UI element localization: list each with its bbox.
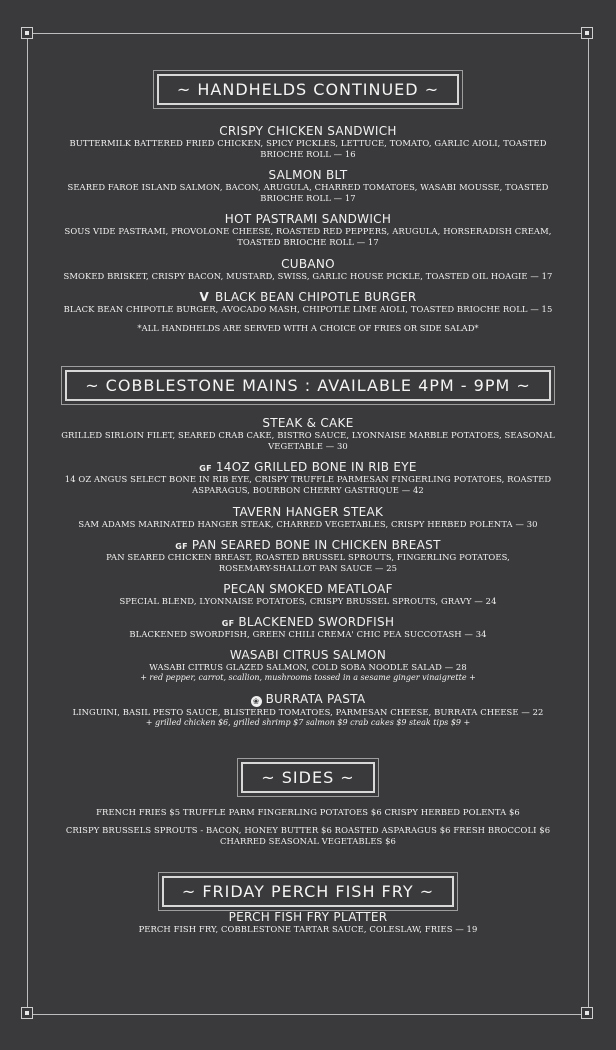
sides-line: FRENCH FRIES $5 TRUFFLE PARM FINGERLING POTATOES $6 CRISPY HERBED POLENTA $6 xyxy=(96,807,520,817)
menu-item xyxy=(0,582,616,607)
menu-item xyxy=(0,124,616,160)
item-name: BLACK BEAN CHIPOTLE BURGER xyxy=(215,290,417,304)
menu-item xyxy=(0,615,616,640)
item-name: CUBANO xyxy=(281,257,335,271)
item-name: WASABI CITRUS SALMON xyxy=(229,648,387,662)
menu-item xyxy=(0,168,616,204)
handhelds-note: *ALL HANDHELDS ARE SERVED WITH A CHOICE OF FRIES OR SIDE SALAD* xyxy=(137,323,479,333)
item-name-row xyxy=(0,538,616,552)
item-extra: + grilled chicken $6, grilled shrimp $7 salmon $9 crab cakes $9 steak tips $9 + xyxy=(145,718,471,727)
item-name: PECAN SMOKED MEATLOAF xyxy=(223,582,393,596)
item-name: PAN SEARED BONE IN CHICKEN BREAST xyxy=(191,538,441,552)
section-heading: ~ SIDES ~ xyxy=(241,762,374,793)
item-desc: SMOKED BRISKET, CRISPY BACON, MUSTARD, SWISS, GARLIC HOUSE PICKLE, TOASTED OIL HOAGIE — 17 xyxy=(63,271,553,281)
section-heading: ~ HANDHELDS CONTINUED ~ xyxy=(157,74,459,105)
menu-item xyxy=(0,416,616,452)
item-desc: GRILLED SIRLOIN FILET, SEARED CRAB CAKE, BISTRO SAUCE, LYONNAISE MARBLE POTATOES, SEASONAL xyxy=(61,430,555,440)
item-desc: ROSEMARY-SHALLOT PAN SAUCE — 25 xyxy=(218,563,398,573)
menu-item xyxy=(0,460,616,496)
item-desc: TOASTED BRIOCHE ROLL — 17 xyxy=(237,237,379,247)
item-desc: VEGETABLE — 30 xyxy=(268,441,348,451)
fishfry-banner xyxy=(0,876,616,907)
sides-line: CHARRED SEASONAL VEGETABLES $6 xyxy=(220,836,396,846)
menu-item xyxy=(0,290,616,315)
corner-ornament-top-right xyxy=(581,27,593,39)
item-desc: WASABI CITRUS GLAZED SALMON, COLD SOBA NOODLE SALAD — 28 xyxy=(149,662,467,672)
corner-ornament-bottom-right xyxy=(581,1007,593,1019)
gluten-free-badge: GF xyxy=(221,619,235,628)
item-extra: + red pepper, carrot, scallion, mushrooms tossed in a sesame ginger vinaigrette + xyxy=(140,673,476,682)
menu-item xyxy=(0,692,616,727)
item-name-row xyxy=(0,692,616,707)
sides-line: CRISPY BRUSSELS SPROUTS - BACON, HONEY BUTTER $6 ROASTED ASPARAGUS $6 FRESH BROCCOLI $6 xyxy=(65,825,551,835)
menu-item xyxy=(0,538,616,574)
corner-ornament-bottom-left xyxy=(21,1007,33,1019)
item-name-row xyxy=(0,460,616,474)
section-heading: ~ COBBLESTONE MAINS : AVAILABLE 4PM - 9PM ~ xyxy=(65,370,551,401)
menu-item xyxy=(0,257,616,282)
item-name-row xyxy=(0,290,616,304)
section-heading: ~ FRIDAY PERCH FISH FRY ~ xyxy=(162,876,454,907)
item-desc: BLACK BEAN CHIPOTLE BURGER, AVOCADO MASH, CHIPOTLE LIME AIOLI, TOASTED BRIOCHE ROLL — 15 xyxy=(63,304,553,314)
item-name: BLACKENED SWORDFISH xyxy=(238,615,395,629)
gluten-free-badge: GF xyxy=(199,464,212,473)
mains-banner xyxy=(0,370,616,401)
item-desc: SAM ADAMS MARINATED HANGER STEAK, CHARRED VEGETABLES, CRISPY HERBED POLENTA — 30 xyxy=(78,519,538,529)
menu-item xyxy=(0,910,616,935)
item-desc: BUTTERMILK BATTERED FRIED CHICKEN, SPICY PICKLES, LETTUCE, TOMATO, GARLIC AIOLI, TOASTED xyxy=(69,138,547,148)
menu-item xyxy=(0,212,616,248)
item-desc: SPECIAL BLEND, LYONNAISE POTATOES, CRISPY BRUSSEL SPROUTS, GRAVY — 24 xyxy=(119,596,497,606)
item-name: CRISPY CHICKEN SANDWICH xyxy=(219,124,397,138)
menu-item xyxy=(0,648,616,682)
vegetarian-badge: V xyxy=(199,290,210,304)
item-desc: SOUS VIDE PASTRAMI, PROVOLONE CHEESE, ROASTED RED PEPPERS, ARUGULA, HORSERADISH CREAM, xyxy=(64,226,552,236)
item-name: 14OZ GRILLED BONE IN RIB EYE xyxy=(215,460,417,474)
item-name: BURRATA PASTA xyxy=(265,692,366,706)
handhelds-banner xyxy=(0,74,616,105)
item-desc: 14 OZ ANGUS SELECT BONE IN RIB EYE, CRISPY TRUFFLE PARMESAN FINGERLING POTATOES, ROASTED xyxy=(64,474,552,484)
sides-banner xyxy=(0,762,616,793)
item-desc: ASPARAGUS, BOURBON CHERRY GASTRIQUE — 42 xyxy=(192,485,424,495)
item-name: HOT PASTRAMI SANDWICH xyxy=(224,212,392,226)
item-name-row xyxy=(0,615,616,629)
item-desc: BRIOCHE ROLL — 17 xyxy=(260,193,356,203)
item-name: STEAK & CAKE xyxy=(262,416,354,430)
vegan-leaf-icon: ❀ xyxy=(252,697,260,706)
item-desc: BRIOCHE ROLL — 16 xyxy=(260,149,356,159)
item-desc: PERCH FISH FRY, COBBLESTONE TARTAR SAUCE, COLESLAW, FRIES — 19 xyxy=(138,924,478,934)
item-desc: PAN SEARED CHICKEN BREAST, ROASTED BRUSSEL SPROUTS, FINGERLING POTATOES, xyxy=(106,552,510,562)
item-desc: BLACKENED SWORDFISH, GREEN CHILI CREMA' CHIC PEA SUCCOTASH — 34 xyxy=(129,629,487,639)
gluten-free-badge: GF xyxy=(175,542,188,551)
item-desc: SEARED FAROE ISLAND SALMON, BACON, ARUGULA, CHARRED TOMATOES, WASABI MOUSSE, TOASTED xyxy=(67,182,549,192)
corner-ornament-top-left xyxy=(21,27,33,39)
item-desc: LINGUINI, BASIL PESTO SAUCE, BLISTERED TOMATOES, PARMESAN CHEESE, BURRATA CHEESE — 22 xyxy=(72,707,544,717)
item-name: SALMON BLT xyxy=(268,168,348,182)
menu-item xyxy=(0,505,616,530)
item-name: PERCH FISH FRY PLATTER xyxy=(228,910,388,924)
item-name: TAVERN HANGER STEAK xyxy=(232,505,384,519)
